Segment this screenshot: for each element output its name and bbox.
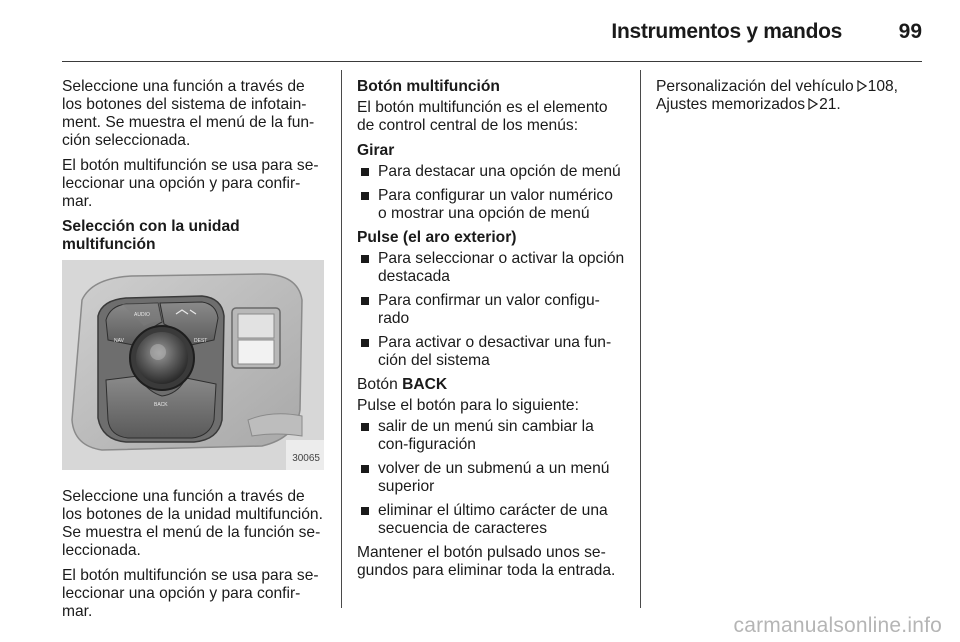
subheading-pulse: Pulse (el aro exterior) [357, 229, 517, 246]
paragraph: El botón multifunción se usa para se-leccionar una opción y para confir-mar. [62, 567, 319, 620]
back-button-heading: Botón BACK [357, 376, 448, 393]
page-number: 99 [898, 20, 922, 43]
cross-reference: Ajustes memorizados 21. [656, 96, 841, 113]
back-list [357, 418, 625, 538]
paragraph: Seleccione una función a través de los botones del sistema de infotain-ment. Se muestra el menú de la fun-ción seleccionada. [62, 78, 315, 149]
list-item: salir de un menú sin cambiar la con-figuración [357, 418, 625, 454]
paragraph: El botón multifunción es el elemento de control central de los menús: [357, 99, 608, 134]
bullet-icon [361, 192, 369, 200]
column-1 [62, 78, 326, 628]
paragraph: El botón multifunción se usa para se-leccionar una opción y para confir-mar. [62, 157, 319, 210]
audio-label: AUDIO [134, 312, 150, 318]
multifunction-unit-illustration [62, 260, 324, 470]
figure-number: 30065 [292, 453, 320, 464]
bullet-icon [361, 507, 369, 515]
subheading-girar: Girar [357, 142, 395, 159]
list-item: Para configurar un valor numérico o mostrar una opción de menú [357, 187, 625, 223]
list-item: volver de un submenú a un menú superior [357, 460, 625, 496]
multifunction-unit-figure [62, 260, 324, 470]
bullet-icon [361, 168, 369, 176]
page-reference-icon [857, 80, 867, 92]
paragraph: Pulse el botón para lo siguiente: [357, 397, 579, 414]
pulse-list [357, 250, 625, 370]
list-item: Para seleccionar o activar la opción destacada [357, 250, 625, 286]
paragraph: Mantener el botón pulsado unos se-gundos para eliminar toda la entrada. [357, 544, 616, 579]
list-item: Para destacar una opción de menú [357, 163, 625, 181]
page-header [62, 14, 922, 58]
bullet-icon [361, 465, 369, 473]
cross-reference: Personalización del vehículo 108, [656, 78, 898, 95]
header-rule [62, 61, 922, 62]
column-3 [656, 78, 924, 114]
bullet-icon [361, 255, 369, 263]
dest-label: DEST [194, 338, 208, 344]
column-divider-1 [341, 70, 342, 608]
list-item: Para activar o desactivar una fun-ción del sistema [357, 334, 625, 370]
paragraph: Seleccione una función a través de los botones de la unidad multifunción. Se muestra el menú de la función se-leccionada. [62, 488, 323, 559]
list-item: eliminar el último carácter de una secuencia de caracteres [357, 502, 625, 538]
back-label: BACK [154, 402, 168, 408]
column-divider-2 [640, 70, 641, 608]
bullet-icon [361, 423, 369, 431]
column-2 [357, 78, 625, 587]
page-reference-icon [808, 98, 818, 110]
section-heading: Selección con la unidad multifunción [62, 218, 240, 253]
section-heading: Botón multifunción [357, 78, 500, 95]
watermark: carmanualsonline.info [733, 614, 942, 637]
nav-label: NAV [114, 338, 124, 344]
bullet-icon [361, 297, 369, 305]
girar-list [357, 163, 625, 223]
page-title: Instrumentos y mandos [611, 20, 842, 43]
bullet-icon [361, 339, 369, 347]
list-item: Para confirmar un valor configu-rado [357, 292, 625, 328]
